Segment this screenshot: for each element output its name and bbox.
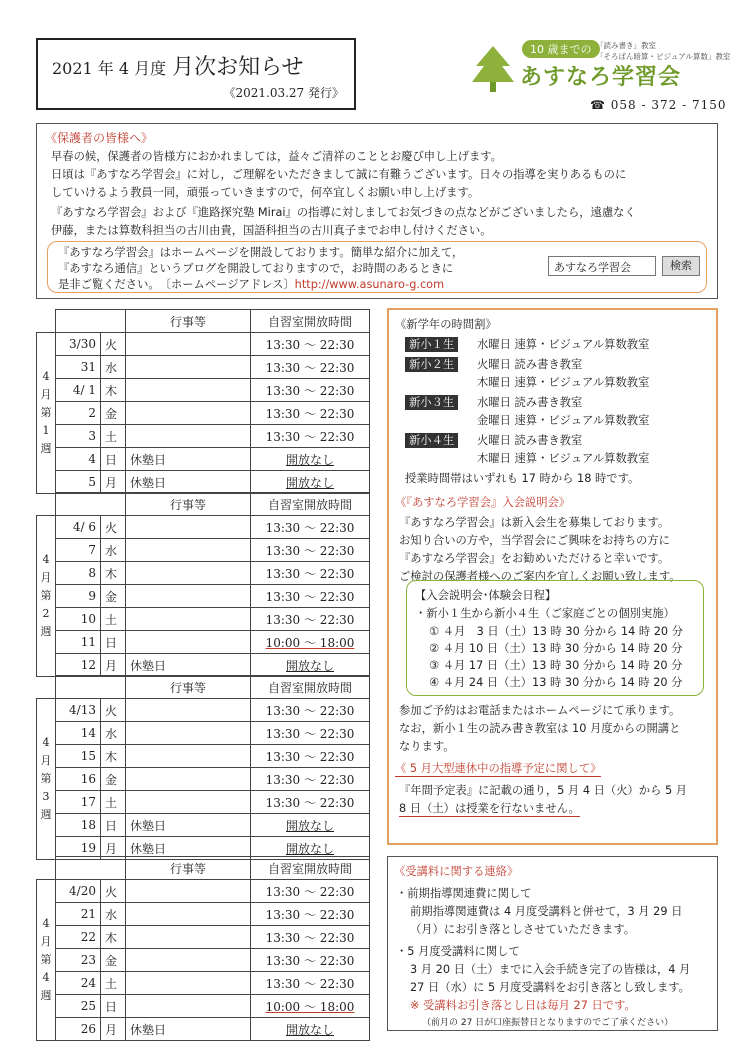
event-cell: [126, 722, 251, 745]
table-row: [37, 471, 370, 494]
info-box: [387, 308, 718, 845]
hours-text: 開放なし: [285, 452, 334, 467]
greeting-line: 日頃は『あすなろ学習会』に対し，ご理解をいただきまして誠に有難うございます。日々の指導を実りあるものに: [51, 168, 627, 181]
fee-line: 27 日（水）に 5 月度受講料をお引き落とし致します。: [410, 981, 690, 994]
issue-date: 《2021.03.27 発行》: [223, 86, 344, 100]
schedule-line: 金曜日 速算・ビジュアル算数教室: [477, 414, 650, 427]
week-label-char: 月: [40, 388, 52, 401]
hours-cell: [251, 814, 370, 837]
event-cell: [126, 768, 251, 791]
event-cell: [126, 539, 251, 562]
table-row: [37, 402, 370, 425]
hours-cell: [251, 425, 370, 448]
week-label-char: 第: [40, 589, 52, 602]
weekday-cell: 金: [101, 402, 126, 425]
greeting-line: していけるよう教員一同，頑張っていきますので，何卒宜しくお願い申し上げます。: [51, 186, 480, 199]
date-cell: 17: [56, 791, 101, 814]
date-cell: 21: [56, 903, 101, 926]
week-table: [36, 492, 370, 677]
hours-text: 開放なし: [285, 658, 334, 673]
hours-text: 13:30 ～ 22:30: [265, 360, 355, 375]
schedule-note: 授業時間帯はいずれも 17 時から 18 時です。: [405, 472, 640, 485]
hours-cell: [251, 356, 370, 379]
weekday-cell: 火: [101, 516, 126, 539]
event-cell: [126, 995, 251, 1018]
fee-heading: 《受講料に関する連絡》: [394, 865, 519, 878]
table-header-row: [37, 857, 370, 880]
table-row: [37, 791, 370, 814]
weekday-cell: 月: [101, 654, 126, 677]
event-cell: [126, 880, 251, 903]
weekday-cell: 水: [101, 722, 126, 745]
homepage-url-link[interactable]: http://www.asunaro-g.com: [294, 278, 445, 291]
page-title: [52, 50, 304, 81]
week-label-char: 第: [40, 953, 52, 966]
event-cell: [126, 631, 251, 654]
session-title: 【入会説明会･体験会日程】: [415, 589, 557, 602]
hours-cell: [251, 631, 370, 654]
header-blank: [56, 857, 126, 880]
event-cell: [126, 425, 251, 448]
hours-cell: [251, 333, 370, 356]
hours-cell: [251, 654, 370, 677]
briefing-line: 『あすなろ学習会』をお勧めいただけると幸いです。: [399, 552, 670, 565]
table-header-row: [37, 493, 370, 516]
hours-cell: [251, 562, 370, 585]
date-cell: 31: [56, 356, 101, 379]
weekday-cell: 金: [101, 949, 126, 972]
hours-cell: [251, 699, 370, 722]
hours-text: 10:00 ～ 18:00: [265, 999, 355, 1014]
greeting-box: [36, 123, 718, 299]
event-cell: [126, 926, 251, 949]
week-label-char: 月: [40, 571, 52, 584]
greeting-line: 早春の候，保護者の皆様方におかれましては，益々ご清祥のこととお慶び申し上げます。: [51, 150, 502, 163]
session-date: ③ ４月 17 日（土）13 時 30 分から 14 時 20 分: [429, 659, 683, 672]
hours-cell: [251, 768, 370, 791]
greeting-heading: 《保護者の皆様へ》: [45, 131, 154, 145]
table-row: [37, 631, 370, 654]
hours-cell: [251, 903, 370, 926]
fee-line: 前期指導関連費は 4 月度受講料と併せて，3 月 29 日: [410, 905, 683, 918]
hours-cell: [251, 608, 370, 631]
grade-label: 新小３生: [405, 395, 458, 410]
weekday-cell: 土: [101, 791, 126, 814]
table-row: [37, 972, 370, 995]
hours-cell: [251, 539, 370, 562]
search-input[interactable]: あすなろ学習会: [548, 256, 656, 276]
grade-row: [405, 336, 458, 352]
week-label-char: 週: [40, 625, 52, 638]
fee-footnote: （前月の 27 日が口座振替日となりますのでご了承ください）: [422, 1018, 674, 1028]
event-cell: 休塾日: [126, 837, 251, 860]
date-cell: 3/30: [56, 333, 101, 356]
date-cell: 3: [56, 425, 101, 448]
week-label-char: 月: [40, 754, 52, 767]
weekday-cell: 火: [101, 880, 126, 903]
header-blank: [37, 310, 56, 333]
event-cell: [126, 791, 251, 814]
date-cell: 16: [56, 768, 101, 791]
hours-text: 13:30 ～ 22:30: [265, 772, 355, 787]
table-row: [37, 356, 370, 379]
header-blank: [37, 857, 56, 880]
grade-row: [405, 432, 458, 448]
header-hours: 自習室開放時間: [251, 857, 370, 880]
table-row: [37, 768, 370, 791]
briefing-after: なお，新小１生の読み書き教室は 10 月度からの開講と: [399, 722, 681, 735]
homepage-line: 『あすなろ通信』というブログを開設しておりますので，お時間のあるときに: [58, 262, 454, 275]
homepage-line: 『あすなろ学習会』はホームページを開設しております。簡単な紹介に加えて，: [58, 246, 464, 259]
briefing-line: ご検討の保護者様へのご案内を宜しくお願い致します。: [399, 570, 681, 583]
hours-text: 開放なし: [285, 818, 334, 833]
week-label-char: 週: [40, 442, 52, 455]
week-table: [36, 675, 370, 860]
schedule-line: 火曜日 読み書き教室: [477, 358, 583, 371]
weekday-cell: 土: [101, 425, 126, 448]
hours-text: 開放なし: [285, 1022, 334, 1037]
session-date: ④ ４月 24 日（土）13 時 30 分から 14 時 20 分: [429, 676, 683, 689]
weekday-cell: 月: [101, 471, 126, 494]
hours-cell: [251, 1018, 370, 1041]
event-cell: [126, 379, 251, 402]
event-cell: [126, 949, 251, 972]
hours-text: 13:30 ～ 22:30: [265, 976, 355, 991]
holiday-line: 『年間予定表』に記載の通り，5 月 4 日（火）から 5 月: [399, 784, 688, 797]
session-box: [406, 580, 704, 696]
weekday-cell: 月: [101, 1018, 126, 1041]
date-cell: 26: [56, 1018, 101, 1041]
event-cell: [126, 516, 251, 539]
hours-text: 13:30 ～ 22:30: [265, 884, 355, 899]
table-row: [37, 903, 370, 926]
week-label-char: 第: [40, 772, 52, 785]
hours-text: 13:30 ～ 22:30: [265, 543, 355, 558]
schedule-line: 水曜日 読み書き教室: [477, 396, 583, 409]
fee-box: [387, 856, 718, 1031]
header-blank: [56, 310, 126, 333]
weekday-cell: 月: [101, 837, 126, 860]
fee-line: （月）にお引き落としさせていただきます。: [410, 923, 636, 936]
event-cell: 休塾日: [126, 1018, 251, 1041]
week-label-char: 週: [40, 808, 52, 821]
event-cell: [126, 402, 251, 425]
weekday-cell: 火: [101, 699, 126, 722]
homepage-line: [58, 276, 444, 292]
header-blank: [37, 676, 56, 699]
date-cell: 4/20: [56, 880, 101, 903]
briefing-heading: 《『あすなろ学習会』入会説明会》: [395, 496, 571, 509]
week-label-char: 4: [42, 736, 50, 749]
hours-text: 13:30 ～ 22:30: [265, 930, 355, 945]
schedule-line: 木曜日 速算・ビジュアル算数教室: [477, 376, 650, 389]
week-label-char: 月: [40, 935, 52, 948]
date-cell: 4/ 6: [56, 516, 101, 539]
header-event: 行事等: [126, 310, 251, 333]
weekday-cell: 木: [101, 745, 126, 768]
table-row: [37, 585, 370, 608]
hours-cell: [251, 516, 370, 539]
weekday-cell: 日: [101, 814, 126, 837]
logo-note: 「そろばん暗算・ビジュアル算数」教室: [596, 52, 731, 61]
phone-number: ☎ 058 - 372 - 7150: [590, 98, 727, 112]
week-table: [36, 309, 370, 494]
table-row: [37, 425, 370, 448]
weekday-cell: 土: [101, 972, 126, 995]
tree-logo-icon: [468, 44, 518, 94]
event-cell: 休塾日: [126, 471, 251, 494]
session-date: ① ４月 3 日（土）13 時 30 分から 14 時 20 分: [429, 625, 683, 638]
hours-cell: [251, 995, 370, 1018]
schedule-line: 木曜日 速算・ビジュアル算数教室: [477, 452, 650, 465]
weekday-cell: 金: [101, 768, 126, 791]
week-label-char: 2: [42, 607, 50, 620]
header-hours: 自習室開放時間: [251, 493, 370, 516]
hours-cell: [251, 880, 370, 903]
date-cell: 7: [56, 539, 101, 562]
date-cell: 4: [56, 448, 101, 471]
hours-text: 13:30 ～ 22:30: [265, 953, 355, 968]
hours-text: 13:30 ～ 22:30: [265, 406, 355, 421]
week-label-char: 4: [42, 553, 50, 566]
hours-cell: [251, 722, 370, 745]
date-cell: 2: [56, 402, 101, 425]
event-cell: [126, 699, 251, 722]
search-button[interactable]: 検索: [662, 256, 700, 276]
greeting-line: 伊藤，または算数科担当の古川由貴，国語科担当の古川真子までお申し付けください。: [51, 224, 492, 237]
hours-text: 開放なし: [285, 475, 334, 490]
week-table: [36, 856, 370, 1041]
event-cell: [126, 333, 251, 356]
hours-cell: [251, 791, 370, 814]
homepage-line-text: 是非ご覧ください。 〔ホームページアドレス〕: [58, 278, 295, 291]
table-row: [37, 562, 370, 585]
hours-text: 開放なし: [285, 841, 334, 856]
week-label-char: 3: [42, 790, 50, 803]
holiday-heading: 《 5 月大型連休中の指導予定に関して》: [395, 762, 602, 775]
week-label-char: 週: [40, 989, 52, 1002]
hours-text: 13:30 ～ 22:30: [265, 383, 355, 398]
table-header-row: [37, 310, 370, 333]
hours-cell: [251, 471, 370, 494]
hours-cell: [251, 745, 370, 768]
date-cell: 11: [56, 631, 101, 654]
weekday-cell: 木: [101, 379, 126, 402]
weekday-cell: 土: [101, 608, 126, 631]
hours-text: 13:30 ～ 22:30: [265, 703, 355, 718]
fee-note: ※ 受講料お引き落とし日は毎月 27 日です。: [410, 999, 636, 1012]
hours-text: 13:30 ～ 22:30: [265, 749, 355, 764]
date-cell: 22: [56, 926, 101, 949]
week-label: [37, 880, 56, 1041]
table-row: [37, 448, 370, 471]
briefing-after: なります。: [399, 740, 455, 753]
weekday-cell: 日: [101, 995, 126, 1018]
hours-text: 13:30 ～ 22:30: [265, 589, 355, 604]
table-row: [37, 722, 370, 745]
event-cell: [126, 608, 251, 631]
greeting-line: 『あすなろ学習会』および『進路探究塾 Mirai』の指導に対しましてお気づきの点などがございましたら，遠慮なく: [51, 206, 636, 219]
hours-text: 13:30 ～ 22:30: [265, 429, 355, 444]
date-cell: 15: [56, 745, 101, 768]
homepage-box: [47, 241, 707, 293]
session-date: ② ４月 10 日（土）13 時 30 分から 14 時 20 分: [429, 642, 683, 655]
weekday-cell: 火: [101, 333, 126, 356]
table-row: [37, 949, 370, 972]
table-row: [37, 1018, 370, 1041]
date-cell: 18: [56, 814, 101, 837]
date-cell: 9: [56, 585, 101, 608]
table-row: [37, 926, 370, 949]
briefing-line: お知り合いの方や，当学習会にご興味をお持ちの方に: [399, 534, 670, 547]
week-label-char: 4: [42, 971, 50, 984]
event-cell: [126, 972, 251, 995]
hours-text: 13:30 ～ 22:30: [265, 337, 355, 352]
logo-badge: 10 歳までの: [522, 40, 600, 58]
hours-cell: [251, 926, 370, 949]
fee-line: ・前期指導関連費に関して: [396, 887, 532, 900]
event-cell: [126, 562, 251, 585]
year-month: 2021 年 4 月度: [52, 59, 167, 78]
table-row: [37, 699, 370, 722]
weekday-cell: 金: [101, 585, 126, 608]
date-cell: 4/13: [56, 699, 101, 722]
date-cell: 14: [56, 722, 101, 745]
weekday-cell: 木: [101, 926, 126, 949]
title-text: 月次お知らせ: [172, 55, 304, 80]
weekday-cell: 日: [101, 631, 126, 654]
date-cell: 10: [56, 608, 101, 631]
hours-text: 10:00 ～ 18:00: [265, 635, 355, 650]
weekday-cell: 水: [101, 903, 126, 926]
table-header-row: [37, 676, 370, 699]
week-label-char: 4: [42, 370, 50, 383]
header-blank: [37, 493, 56, 516]
grade-label: 新小２生: [405, 357, 458, 372]
date-cell: 12: [56, 654, 101, 677]
event-cell: 休塾日: [126, 814, 251, 837]
logo-name: あすなろ学習会: [520, 65, 682, 90]
table-row: [37, 516, 370, 539]
week-label-char: 1: [42, 424, 50, 437]
holiday-line: 8 日（土）は授業を行ないません。: [399, 802, 580, 815]
hours-text: 13:30 ～ 22:30: [265, 520, 355, 535]
weekday-cell: 水: [101, 539, 126, 562]
session-subtitle: ・新小１生から新小４生（ご家庭ごとの個別実施）: [415, 607, 675, 620]
table-row: [37, 745, 370, 768]
header-hours: 自習室開放時間: [251, 310, 370, 333]
table-row: [37, 814, 370, 837]
date-cell: 24: [56, 972, 101, 995]
week-label: [37, 333, 56, 494]
table-row: [37, 654, 370, 677]
table-row: [37, 379, 370, 402]
hours-text: 13:30 ～ 22:30: [265, 612, 355, 627]
grade-label: 新小４生: [405, 433, 458, 448]
date-cell: 5: [56, 471, 101, 494]
week-label: [37, 699, 56, 860]
grade-row: [405, 356, 458, 372]
hours-text: 13:30 ～ 22:30: [265, 726, 355, 741]
hours-cell: [251, 379, 370, 402]
hours-cell: [251, 949, 370, 972]
week-label-char: 第: [40, 406, 52, 419]
event-cell: 休塾日: [126, 654, 251, 677]
date-cell: 19: [56, 837, 101, 860]
hours-cell: [251, 448, 370, 471]
hours-text: 13:30 ～ 22:30: [265, 566, 355, 581]
table-row: [37, 995, 370, 1018]
hours-cell: [251, 402, 370, 425]
fee-line: ・5 月度受講料に関して: [396, 945, 520, 958]
briefing-after: 参加ご予約はお電話またはホームページにて承ります。: [399, 704, 681, 717]
header-blank: [56, 676, 126, 699]
hours-text: 13:30 ～ 22:30: [265, 907, 355, 922]
table-row: [37, 608, 370, 631]
header-event: 行事等: [126, 676, 251, 699]
week-label: [37, 516, 56, 677]
schedule-line: 火曜日 読み書き教室: [477, 434, 583, 447]
schedule-heading: 《新学年の時間割》: [395, 318, 497, 331]
event-cell: [126, 903, 251, 926]
grade-row: [405, 394, 458, 410]
header-event: 行事等: [126, 857, 251, 880]
event-cell: [126, 585, 251, 608]
date-cell: 8: [56, 562, 101, 585]
event-cell: 休塾日: [126, 448, 251, 471]
event-cell: [126, 745, 251, 768]
title-box: [36, 38, 356, 110]
weekday-cell: 水: [101, 356, 126, 379]
week-label-char: 4: [42, 917, 50, 930]
grade-label: 新小１生: [405, 337, 458, 352]
weekday-cell: 日: [101, 448, 126, 471]
header-event: 行事等: [126, 493, 251, 516]
date-cell: 23: [56, 949, 101, 972]
weekday-cell: 木: [101, 562, 126, 585]
table-row: [37, 880, 370, 903]
header-blank: [56, 493, 126, 516]
date-cell: 25: [56, 995, 101, 1018]
schedule-line: 水曜日 速算・ビジュアル算数教室: [477, 338, 650, 351]
table-row: [37, 333, 370, 356]
event-cell: [126, 356, 251, 379]
fee-line: 3 月 20 日（土）までに入会手続き完了の皆様は，4 月: [410, 963, 691, 976]
logo-note: 「読み書き」教室: [596, 41, 656, 50]
hours-cell: [251, 585, 370, 608]
briefing-line: 『あすなろ学習会』は新入会生を募集しております。: [399, 516, 670, 529]
hours-cell: [251, 972, 370, 995]
date-cell: 4/ 1: [56, 379, 101, 402]
header-hours: 自習室開放時間: [251, 676, 370, 699]
table-row: [37, 539, 370, 562]
hours-text: 13:30 ～ 22:30: [265, 795, 355, 810]
